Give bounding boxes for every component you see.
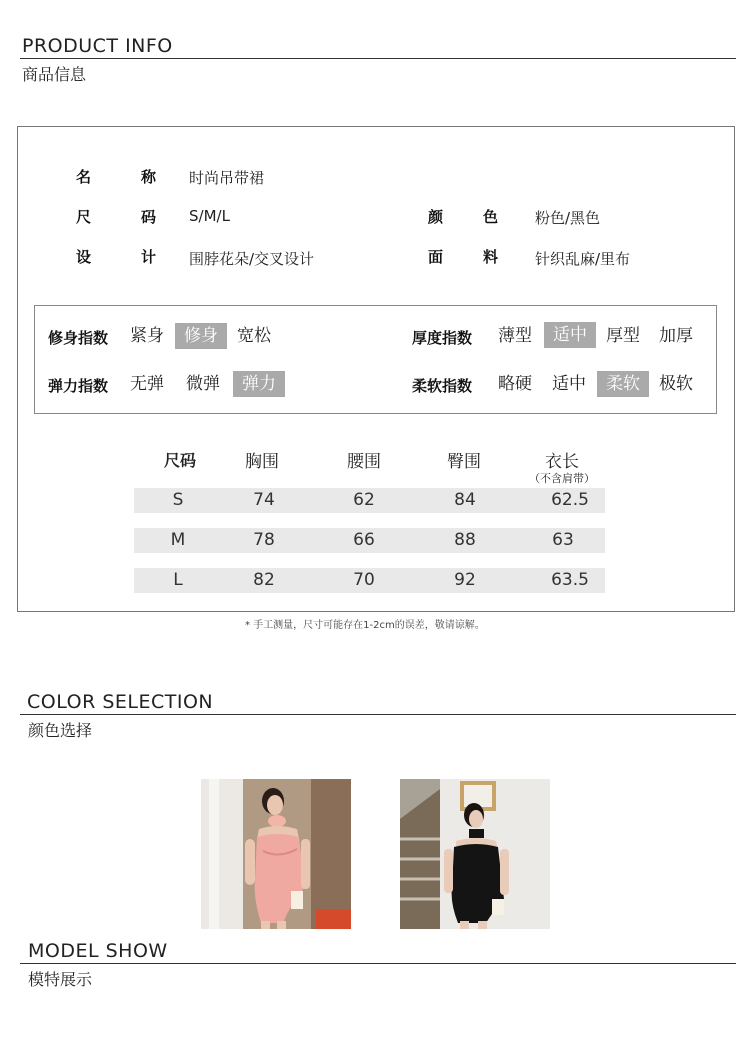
chest-cell: 78 (253, 530, 275, 550)
field-label-color: 颜 色 (428, 208, 498, 226)
field-value-size: S/M/L (189, 207, 230, 225)
length-cell: 62.5 (551, 490, 589, 510)
chest-cell: 82 (253, 570, 275, 590)
hip-cell: 84 (454, 490, 476, 510)
softness-option-soft: 柔软 (597, 371, 649, 397)
size-header-length: 衣长 (545, 452, 579, 472)
softness-option-very-soft: 极软 (659, 374, 693, 394)
fit-option-loose: 宽松 (237, 326, 271, 346)
measurement-note: * 手工测量，尺寸可能存在1-2cm的误差，敬请谅解。 (245, 620, 485, 631)
color-photo-black (400, 779, 550, 929)
field-label-name: 名 称 (76, 168, 156, 186)
size-cell: S (172, 490, 184, 510)
fit-option-slim: 修身 (175, 323, 227, 349)
size-header-waist: 腰围 (347, 452, 381, 472)
size-cell: M (170, 530, 186, 550)
field-value-design: 围脖花朵/交叉设计 (189, 250, 315, 268)
product-info-title: PRODUCT INFO (22, 35, 173, 57)
color-selection-title: COLOR SELECTION (27, 691, 214, 713)
size-header-length-note: （不含肩带） (529, 472, 595, 485)
thickness-option-thin: 薄型 (498, 326, 532, 346)
field-value-name: 时尚吊带裙 (189, 169, 265, 187)
field-label-fabric: 面 料 (428, 248, 498, 266)
color-selection-divider (20, 714, 736, 715)
size-header-hip: 臀围 (447, 452, 481, 472)
size-header-chest: 胸围 (245, 452, 279, 472)
elasticity-option-none: 无弹 (130, 374, 164, 394)
fit-option-tight: 紧身 (130, 326, 164, 346)
length-cell: 63.5 (551, 570, 589, 590)
color-selection-subtitle: 颜色选择 (28, 721, 93, 740)
waist-cell: 66 (353, 530, 375, 550)
field-value-fabric: 针织乱麻/里布 (535, 250, 631, 268)
length-cell: 63 (552, 530, 574, 550)
softness-option-firm: 略硬 (498, 374, 532, 394)
product-info-divider (20, 58, 736, 59)
elasticity-index-label: 弹力指数 (48, 377, 109, 395)
size-cell: L (173, 570, 183, 590)
softness-option-medium: 适中 (552, 374, 586, 394)
waist-cell: 62 (353, 490, 375, 510)
softness-index-label: 柔软指数 (412, 377, 473, 395)
fit-index-label: 修身指数 (48, 329, 109, 347)
elasticity-option-stretch: 弹力 (233, 371, 285, 397)
pink-dress-model-image (201, 779, 351, 929)
hip-cell: 92 (454, 570, 476, 590)
field-label-design: 设 计 (76, 248, 156, 266)
product-info-subtitle: 商品信息 (22, 65, 87, 84)
black-dress-model-image (400, 779, 550, 929)
thickness-option-extra-thick: 加厚 (659, 326, 693, 346)
field-value-color: 粉色/黑色 (535, 209, 601, 227)
model-show-subtitle: 模特展示 (28, 970, 93, 989)
thickness-index-label: 厚度指数 (412, 329, 473, 347)
thickness-option-thick: 厚型 (606, 326, 640, 346)
thickness-option-medium: 适中 (544, 322, 596, 348)
chest-cell: 74 (253, 490, 275, 510)
model-show-divider (20, 963, 736, 964)
waist-cell: 70 (353, 570, 375, 590)
size-header-size: 尺码 (163, 451, 196, 470)
color-photo-pink (201, 779, 351, 929)
hip-cell: 88 (454, 530, 476, 550)
field-label-size: 尺 码 (76, 208, 156, 226)
index-panel (34, 305, 717, 414)
elasticity-option-slight: 微弹 (186, 374, 220, 394)
model-show-title: MODEL SHOW (28, 940, 168, 962)
